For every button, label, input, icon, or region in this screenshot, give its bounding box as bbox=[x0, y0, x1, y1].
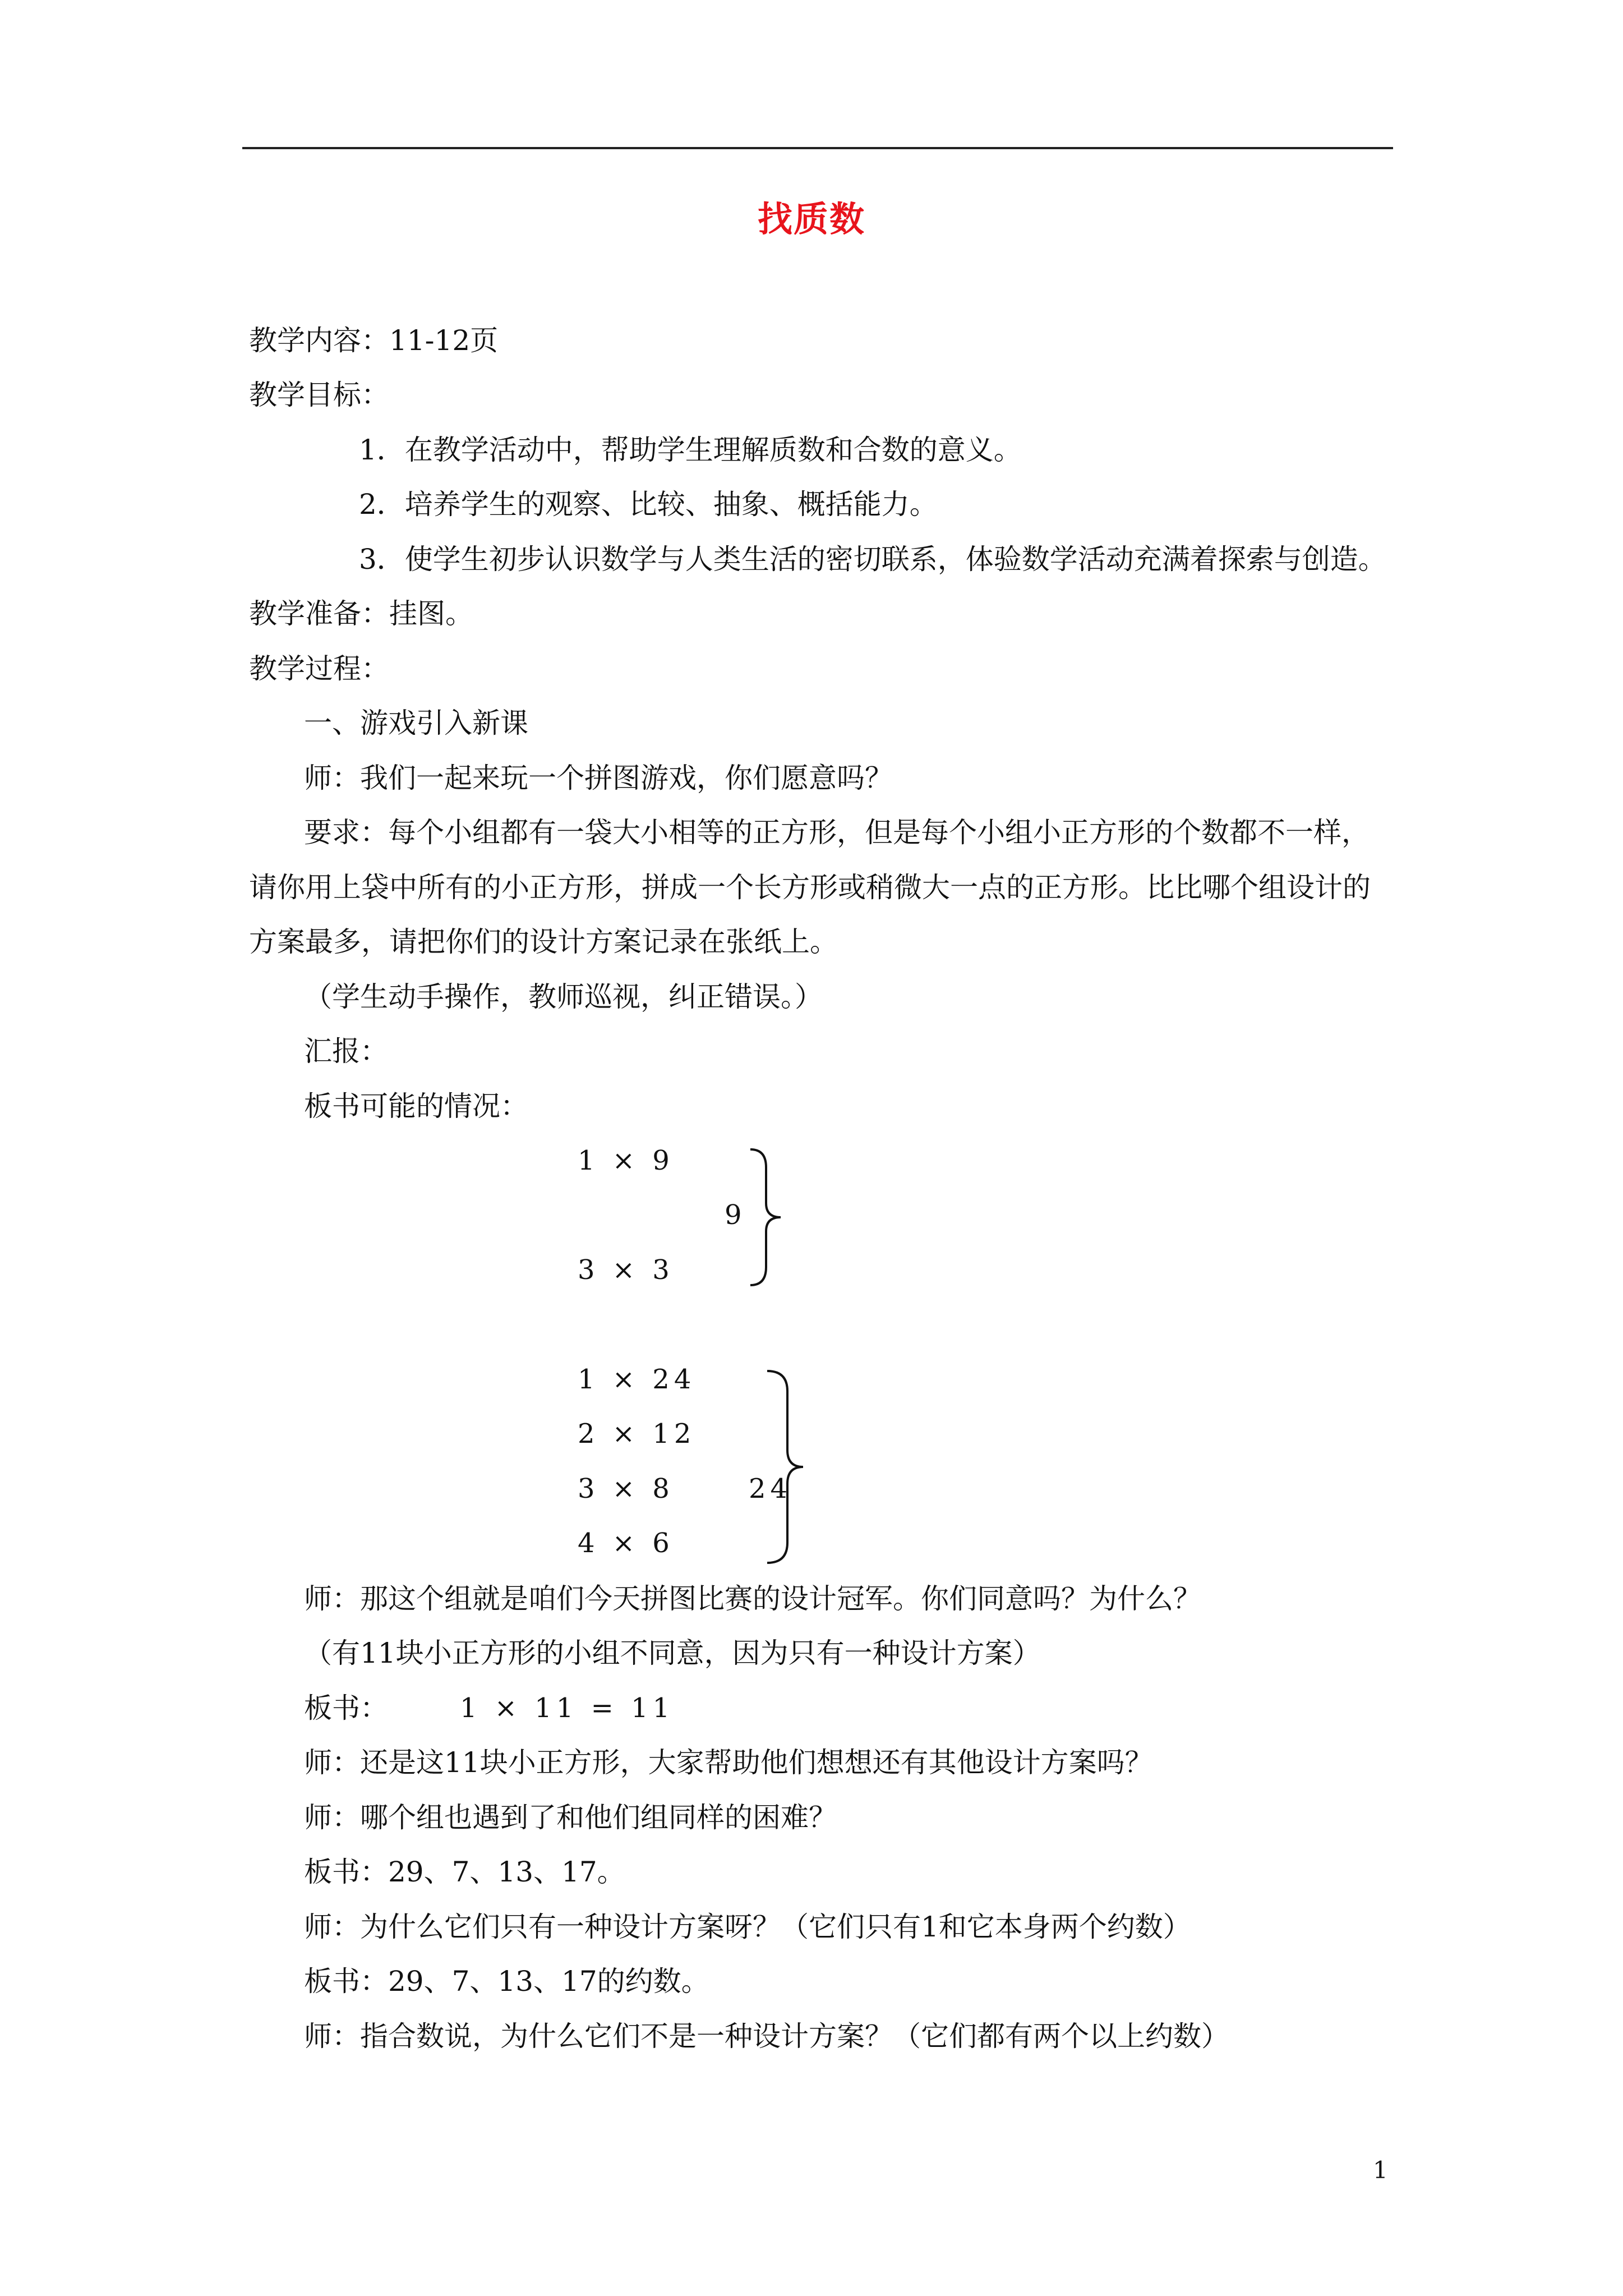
text-line: 板书可能的情况： bbox=[304, 1090, 528, 1122]
board-11: 1 × 11 = 11 bbox=[460, 1692, 675, 1724]
text-line: 教学准备：挂图。 bbox=[249, 597, 473, 630]
brace-9 bbox=[746, 1147, 785, 1287]
text-line: 汇报： bbox=[304, 1035, 388, 1068]
board-24-row-1: 1 × 24 bbox=[578, 1364, 696, 1395]
text-line: 教学内容：11-12页 bbox=[249, 324, 499, 357]
header-rule bbox=[242, 147, 1393, 149]
page-number: 1 bbox=[1373, 2156, 1388, 2184]
text-line: 师：指合数说，为什么它们不是一种设计方案？（它们都有两个以上约数） bbox=[304, 2020, 1229, 2053]
board-24-row-4: 4 × 6 bbox=[578, 1527, 674, 1559]
text-line: 2．培养学生的观察、比较、抽象、概括能力。 bbox=[359, 488, 938, 521]
text-line: 请你用上袋中所有的小正方形，拼成一个长方形或稍微大一点的正方形。比比哪个组设计的 bbox=[249, 871, 1371, 904]
board-9-row-2: 3 × 3 bbox=[578, 1254, 674, 1286]
brace-24 bbox=[763, 1369, 808, 1565]
text-line: （学生动手操作，教师巡视，纠正错误。） bbox=[304, 981, 823, 1013]
text-line: 3．使学生初步认识数学与人类生活的密切联系，体验数学活动充满着探索与创造。 bbox=[359, 543, 1386, 576]
page-title: 找质数 bbox=[757, 199, 865, 240]
text-line: 板书：29、7、13、17。 bbox=[304, 1856, 625, 1888]
text-line: 板书：29、7、13、17的约数。 bbox=[304, 1965, 709, 1998]
text-line: 一、游戏引入新课 bbox=[304, 707, 528, 739]
text-line: 师：哪个组也遇到了和他们组同样的困难？ bbox=[304, 1801, 837, 1834]
text-line: 方案最多，请把你们的设计方案记录在张纸上。 bbox=[249, 926, 838, 958]
board-9-row-1: 1 × 9 bbox=[578, 1145, 674, 1176]
text-line: 师：我们一起来玩一个拼图游戏，你们愿意吗？ bbox=[304, 762, 893, 794]
text-line: 师：那这个组就是咱们今天拼图比赛的设计冠军。你们同意吗？为什么？ bbox=[304, 1582, 1201, 1615]
text-line: 教学过程： bbox=[249, 652, 389, 685]
text-line: 板书： bbox=[304, 1692, 388, 1724]
board-24-row-3: 3 × 8 bbox=[578, 1473, 674, 1504]
board-24-total: 24 bbox=[749, 1473, 792, 1504]
text-line: 师：为什么它们只有一种设计方案呀？（它们只有1和它本身两个约数） bbox=[304, 1911, 1191, 1943]
board-9-total: 9 bbox=[725, 1199, 746, 1231]
board-24-row-2: 2 × 12 bbox=[578, 1418, 696, 1450]
text-line: 师：还是这11块小正方形，大家帮助他们想想还有其他设计方案吗？ bbox=[304, 1746, 1153, 1779]
text-line: 教学目标： bbox=[249, 379, 389, 411]
text-line: （有11块小正方形的小组不同意，因为只有一种设计方案） bbox=[304, 1637, 1041, 1669]
text-line: 要求：每个小组都有一袋大小相等的正方形，但是每个小组小正方形的个数都不一样， bbox=[304, 816, 1370, 849]
text-line: 1．在教学活动中，帮助学生理解质数和合数的意义。 bbox=[359, 434, 1022, 466]
